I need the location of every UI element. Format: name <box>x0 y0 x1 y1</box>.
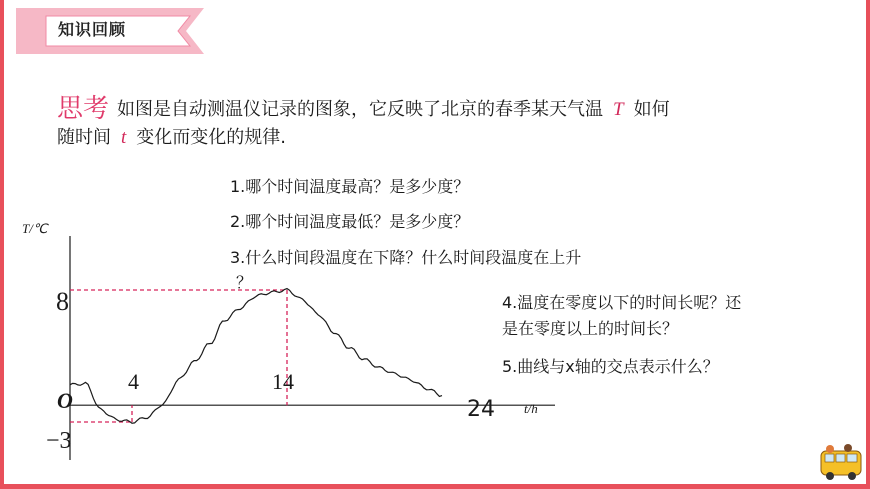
school-bus-icon <box>818 443 864 483</box>
origin-label: O <box>57 388 73 413</box>
x-axis-label: t/h <box>524 401 538 416</box>
intro-text-b: 如何 <box>633 99 670 120</box>
question-2: 2.哪个时间温度最低？是多少度？ <box>230 212 470 231</box>
intro-text-c: 随时间 <box>57 127 111 148</box>
y-tick-min: −3 <box>46 428 72 454</box>
y-tick-max: 8 <box>56 287 69 316</box>
question-4-line1: 4.温度在零度以下的时间长呢？还 <box>502 293 742 312</box>
question-5: 5.曲线与x轴的交点表示什么？ <box>502 357 719 376</box>
y-axis-label: T/℃ <box>22 221 48 236</box>
intro-text-d: 变化而变化的规律. <box>136 127 287 148</box>
question-1: 1.哪个时间温度最高？是多少度？ <box>230 177 470 196</box>
x-tick-min-time: 4 <box>128 369 139 394</box>
var-t: t <box>121 127 127 148</box>
question-3: 3.什么时间段温度在下降？什么时间段温度在上升 <box>230 248 582 267</box>
x-tick-end: 24 <box>467 397 495 422</box>
var-T: T <box>613 99 624 120</box>
intro-text-a: 如图是自动测温仪记录的图象，它反映了北京的春季某天气温 <box>117 99 604 120</box>
badge-label: 知识回顾 <box>58 20 127 39</box>
question-4-line2: 是在零度以上的时间长？ <box>502 319 679 338</box>
think-heading: 思考 <box>57 94 110 124</box>
temperature-curve <box>70 289 442 424</box>
x-tick-max-time: 14 <box>272 369 294 394</box>
question-3-tail: ？ <box>236 273 253 292</box>
